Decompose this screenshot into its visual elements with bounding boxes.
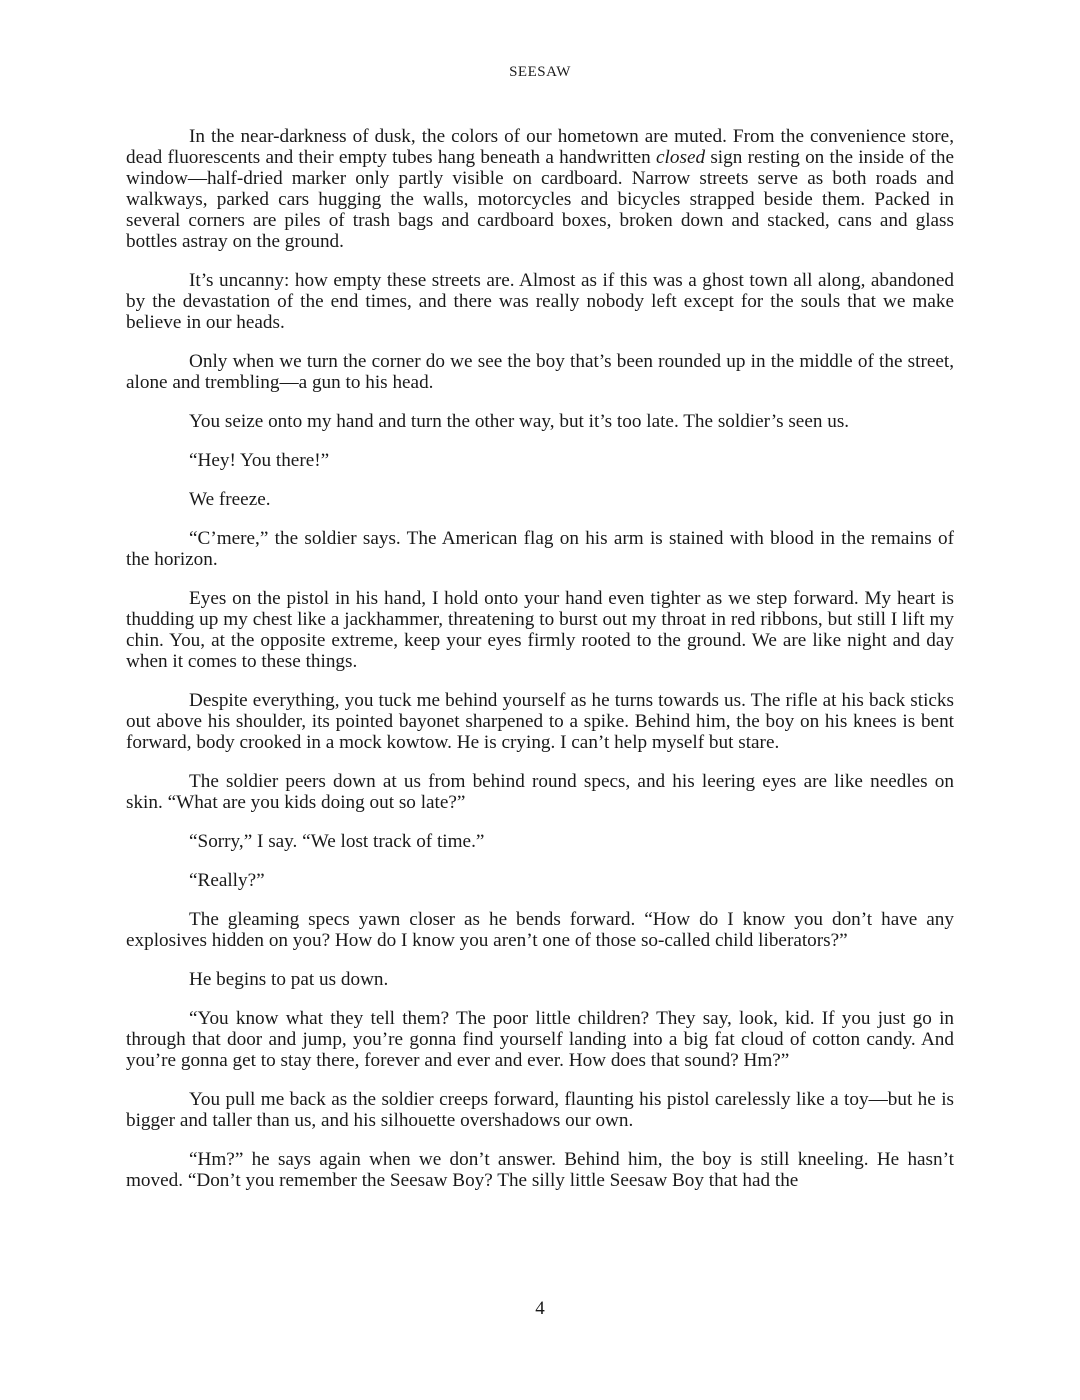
paragraph: “Sorry,” I say. “We lost track of time.” bbox=[189, 831, 485, 852]
paragraph: “You know what they tell them? The poor little children? They say, look, kid. If you just go in through that door and jump, you’re gonna find yourself landing into a big fat cloud of cotton candy. And you’re gonna get to stay there, forever and ever and ever. How does that sound? Hm?” bbox=[126, 1008, 954, 1071]
paragraph: Eyes on the pistol in his hand, I hold onto your hand even tighter as we step forward. My heart is thudding up my chest like a jackhammer, threatening to burst out my throat in red ribbons, but still I lift my chin. You, at the opposite extreme, keep your eyes firmly rooted to the ground. We are like night and day when it comes to these things. bbox=[126, 588, 954, 672]
running-header-title: SEESAW bbox=[509, 64, 571, 80]
paragraph: It’s uncanny: how empty these streets are. Almost as if this was a ghost town all along, abandoned by the devastation of the end times, and there was really nobody left except for the souls that we make believe in our heads. bbox=[126, 270, 954, 333]
paragraph: Only when we turn the corner do we see the boy that’s been rounded up in the middle of the street, alone and trembling—a gun to his head. bbox=[126, 351, 954, 393]
paragraph-text: sign resting on the inside of the window—half-dried marker only partly visible on cardboard. Narrow streets serve as both roads and walkways, parked cars hugging the walls, motorcycles and bicycles strapped beside them. Packed in several corners are piles of trash bags and cardboard boxes, broken down and stacked, cans and glass bottles astray on the ground. bbox=[126, 147, 955, 252]
paragraph: We freeze. bbox=[189, 489, 271, 510]
paragraph: He begins to pat us down. bbox=[189, 969, 389, 990]
emphasized-word: closed bbox=[656, 147, 706, 168]
paragraph: You seize onto my hand and turn the other way, but it’s too late. The soldier’s seen us. bbox=[189, 411, 850, 432]
paragraph: “C’mere,” the soldier says. The American flag on his arm is stained with blood in the remains of the horizon. bbox=[126, 528, 954, 570]
paragraph: The soldier peers down at us from behind round specs, and his leering eyes are like needles on skin. “What are you kids doing out so late?” bbox=[126, 771, 954, 813]
paragraph: Despite everything, you tuck me behind yourself as he turns towards us. The rifle at his back sticks out above his shoulder, its pointed bayonet sharpened to a spike. Behind him, the boy on his knees is bent forward, body crooked in a mock kowtow. He is crying. I can’t help myself but stare. bbox=[126, 690, 954, 753]
paragraph bbox=[126, 126, 954, 252]
page-number: 4 bbox=[535, 1298, 545, 1319]
paragraph: “Really?” bbox=[189, 870, 265, 891]
paragraph-text: In the near-darkness of dusk, the colors of our hometown are muted. From the convenience store, dead fluorescents and their empty tubes hang beneath a handwritten bbox=[126, 126, 954, 168]
paragraph: You pull me back as the soldier creeps forward, flaunting his pistol carelessly like a toy—but he is bigger and taller than us, and his silhouette overshadows our own. bbox=[126, 1089, 954, 1131]
body-text bbox=[126, 126, 954, 1209]
paragraph: “Hey! You there!” bbox=[189, 450, 330, 471]
paragraph: “Hm?” he says again when we don’t answer. Behind him, the boy is still kneeling. He hasn’t moved. “Don’t you remember the Seesaw Boy? The silly little Seesaw Boy that had the bbox=[126, 1149, 954, 1191]
paragraph: The gleaming specs yawn closer as he bends forward. “How do I know you don’t have any explosives hidden on you? How do I know you aren’t one of those so-called child liberators?” bbox=[126, 909, 954, 951]
